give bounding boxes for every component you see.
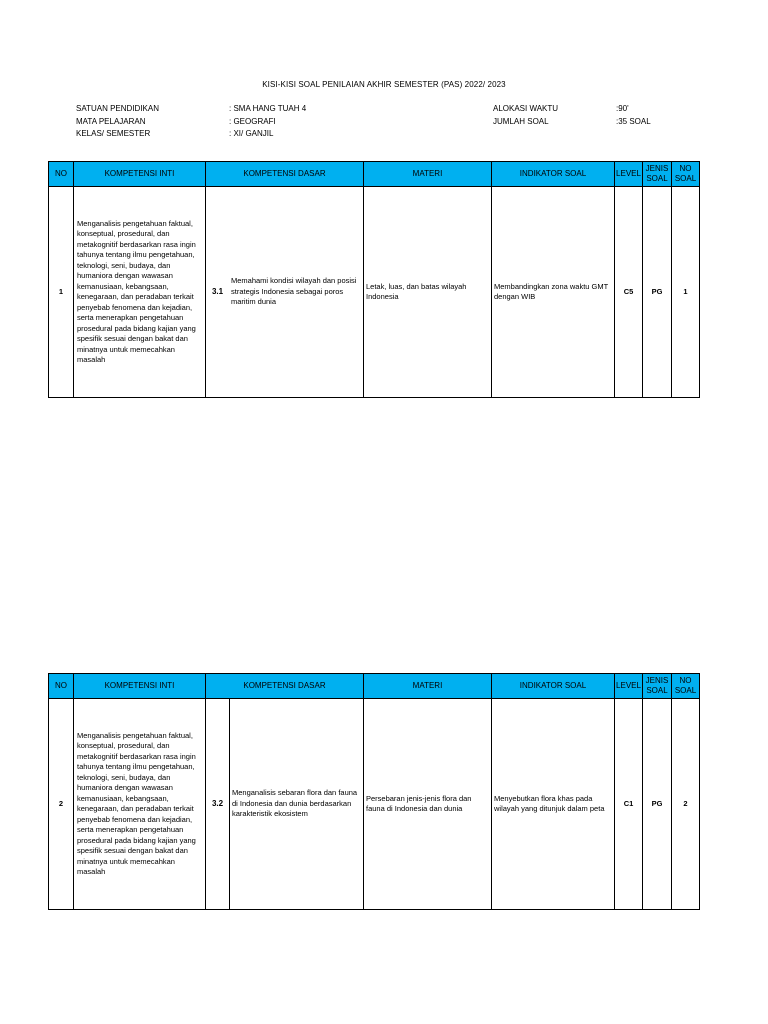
document-title: KISI-KISI SOAL PENILAIAN AKHIR SEMESTER (PAS) 2022/ 2023 — [262, 80, 506, 89]
cell-level: C5 — [615, 187, 643, 398]
info-value: : SMA HANG TUAH 4 — [229, 104, 307, 113]
kd-text: Menganalisis sebaran flora dan fauna di Indonesia dan dunia berdasarkan karakteristik ekosistem — [232, 788, 358, 819]
header-kompetensi-dasar: KOMPETENSI DASAR — [206, 162, 364, 187]
cell-level: C1 — [615, 699, 643, 910]
info-labels-right — [493, 103, 558, 128]
cell-jenis-soal: PG — [643, 699, 672, 910]
header-no-soal — [672, 674, 700, 699]
table-header-row — [49, 162, 700, 187]
header-no: NO — [49, 162, 74, 187]
info-value: : XI/ GANJIL — [229, 129, 274, 138]
header-level: LEVEL — [615, 674, 643, 699]
info-values-right — [616, 103, 651, 128]
header-level: LEVEL — [615, 162, 643, 187]
header-nosoal-line2: SOAL — [674, 174, 697, 183]
cell-no-soal: 2 — [672, 699, 700, 910]
info-label: KELAS/ SEMESTER — [76, 129, 151, 138]
info-label: JUMLAH SOAL — [493, 116, 549, 126]
kd-text: Memahami kondisi wilayah dan posisi strategis Indonesia sebagai poros maritim dunia — [231, 276, 357, 307]
cell-indikator: Membandingkan zona waktu GMT dengan WIB — [492, 187, 615, 398]
info-values-left — [229, 103, 306, 141]
header-indikator-soal: INDIKATOR SOAL — [492, 674, 615, 699]
info-label: SATUAN PENDIDIKAN — [76, 104, 159, 113]
info-value: :90' — [616, 104, 629, 113]
table-row — [49, 187, 700, 398]
cell-no: 2 — [49, 699, 74, 910]
cell-materi: Persebaran jenis-jenis flora dan fauna di Indonesia dan dunia — [364, 699, 492, 910]
cell-kompetensi-inti: Menganalisis pengetahuan faktual, konseptual, prosedural, dan metakognitif berdasarkan rasa ingin tahunya tentang ilmu pengetahuan, teknologi, seni, budaya, dan humaniora dengan wawasan kemanusiaan, kebangsaan, kenegaraan, dan peradaban terkait penyebab fenomena dan kejadian, serta menerapkan pengetahuan prosedural pada bidang kajian yang spesifik sesuai dengan bakat dan minatnya untuk memecahkan masalah — [74, 699, 206, 910]
header-jenis-soal — [643, 162, 672, 187]
header-materi: MATERI — [364, 674, 492, 699]
info-value: : GEOGRAFI — [229, 116, 276, 126]
info-label: ALOKASI WAKTU — [493, 104, 559, 113]
header-no: NO — [49, 674, 74, 699]
header-nosoal-line1: NO — [679, 164, 692, 173]
header-kompetensi-inti: KOMPETENSI INTI — [74, 162, 206, 187]
cell-no-soal: 1 — [672, 187, 700, 398]
info-value: :35 SOAL — [616, 116, 651, 126]
kisi-kisi-table — [48, 161, 700, 398]
cell-kompetensi-dasar — [206, 187, 364, 398]
cell-kompetensi-dasar — [206, 699, 364, 910]
kisi-kisi-table — [48, 673, 700, 910]
cell-indikator: Menyebutkan flora khas pada wilayah yang ditunjuk dalam peta — [492, 699, 615, 910]
header-materi: MATERI — [364, 162, 492, 187]
cell-jenis-soal: PG — [643, 187, 672, 398]
cell-no: 1 — [49, 187, 74, 398]
header-jenis-line1: JENIS — [645, 676, 669, 685]
header-kompetensi-inti: KOMPETENSI INTI — [74, 674, 206, 699]
kd-number: 3.2 — [206, 699, 230, 909]
header-jenis-line2: SOAL — [646, 174, 668, 183]
kd-number: 3.1 — [211, 286, 224, 296]
table-header-row — [49, 674, 700, 699]
header-kompetensi-dasar: KOMPETENSI DASAR — [206, 674, 364, 699]
header-nosoal-line1: NO — [679, 676, 692, 685]
table-row — [49, 699, 700, 910]
header-jenis-soal — [643, 674, 672, 699]
header-nosoal-line2: SOAL — [674, 686, 697, 695]
header-indikator-soal: INDIKATOR SOAL — [492, 162, 615, 187]
info-labels-left — [76, 103, 159, 141]
cell-materi: Letak, luas, dan batas wilayah Indonesia — [364, 187, 492, 398]
cell-kompetensi-inti: Menganalisis pengetahuan faktual, konseptual, prosedural, dan metakognitif berdasarkan rasa ingin tahunya tentang ilmu pengetahuan, teknologi, seni, budaya, dan humaniora dengan wawasan kemanusiaan, kebangsaan, kenegaraan, dan peradaban terkait penyebab fenomena dan kejadian, serta menerapkan pengetahuan prosedural pada bidang kajian yang spesifik sesuai dengan bakat dan minatnya untuk memecahkan masalah — [74, 187, 206, 398]
header-jenis-line2: SOAL — [646, 686, 668, 695]
info-label: MATA PELAJARAN — [76, 116, 146, 126]
header-no-soal — [672, 162, 700, 187]
header-jenis-line1: JENIS — [645, 164, 669, 173]
